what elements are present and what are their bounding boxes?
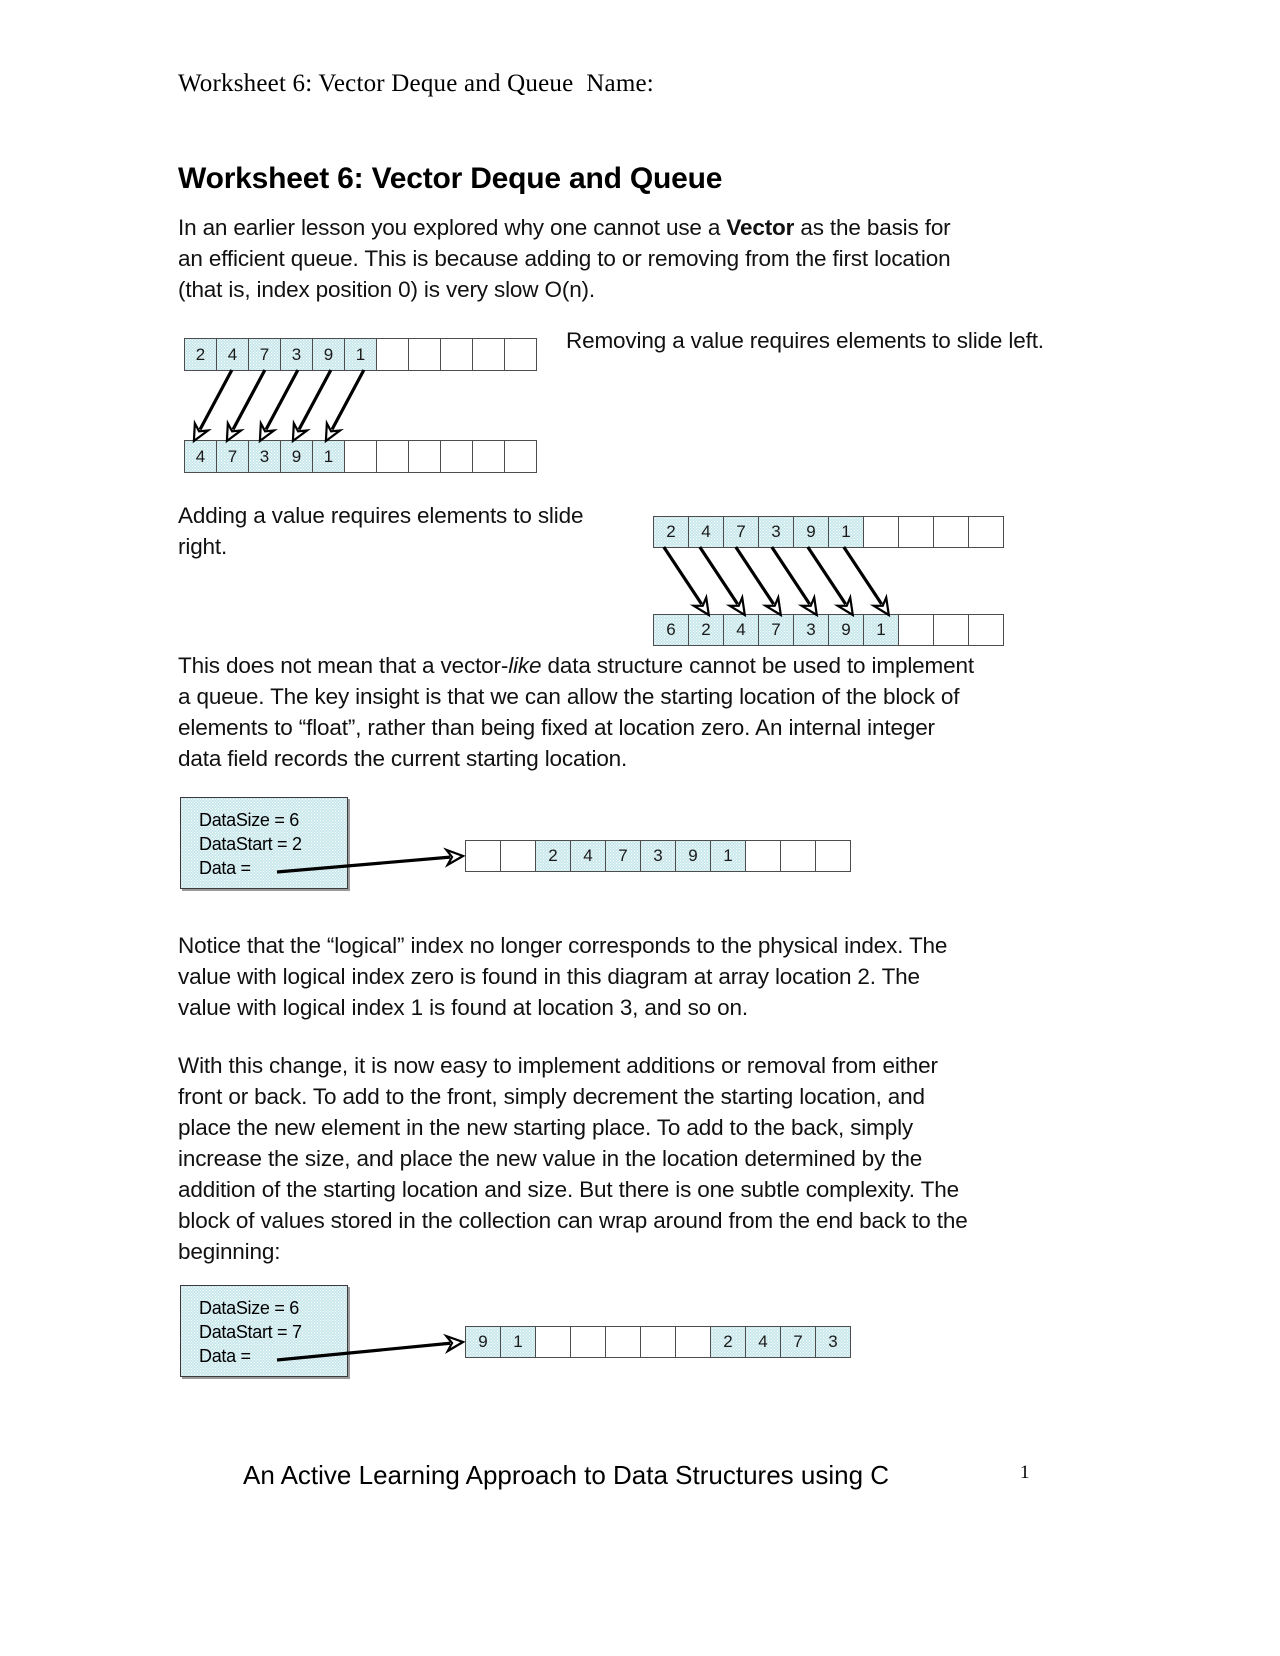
remove-caption (566, 325, 1056, 356)
logical-line1: Notice that the “logical” index no longer corresponds to the physical index. The (178, 933, 948, 958)
running-head: Worksheet 6: Vector Deque and Queue Name: (178, 70, 654, 97)
array-cell (500, 840, 536, 872)
array-cell: 9 (828, 614, 864, 646)
array-cell: 4 (570, 840, 606, 872)
datasize-field-1: DataSize = 6 (199, 810, 299, 830)
add-caption-text: Adding a value requires elements to slide right. (178, 503, 584, 559)
datastart-field-1: DataStart = 2 (199, 834, 302, 854)
intro-line3: (that is, index position 0) is very slow O(n). (178, 277, 595, 302)
array-cell: 2 (535, 840, 571, 872)
datasize-field-2: DataSize = 6 (199, 1298, 299, 1318)
array-cell (898, 614, 934, 646)
array-cell: 7 (758, 614, 794, 646)
array-cell: 1 (863, 614, 899, 646)
deque-info-box-start2 (180, 797, 348, 889)
deque-array-start7 (465, 1326, 851, 1358)
array-cell: 3 (248, 440, 281, 473)
array-cell: 3 (815, 1326, 851, 1358)
array-cell (472, 440, 505, 473)
remove-diagram-top-row (184, 338, 537, 371)
intro-line2: an efficient queue. This is because adding to or removing from the first location (178, 246, 951, 271)
array-cell: 2 (688, 614, 724, 646)
array-cell: 7 (780, 1326, 816, 1358)
array-cell: 1 (312, 440, 345, 473)
logical-index-paragraph (178, 930, 1068, 1023)
change-line2: front or back. To add to the front, simply decrement the starting location, and (178, 1084, 925, 1109)
array-cell: 9 (465, 1326, 501, 1358)
array-cell (968, 516, 1004, 548)
array-cell: 3 (640, 840, 676, 872)
array-cell (376, 440, 409, 473)
array-cell (440, 440, 473, 473)
change-line3: place the new element in the new starting place. To add to the back, simply (178, 1115, 914, 1140)
array-cell (408, 440, 441, 473)
array-cell (968, 614, 1004, 646)
array-cell: 9 (675, 840, 711, 872)
remove-caption-text: Removing a value requires elements to slide left. (566, 328, 1044, 353)
array-cell (933, 516, 969, 548)
array-cell: 4 (745, 1326, 781, 1358)
array-cell (344, 440, 377, 473)
float-line1-b: data structure cannot be used to implement (541, 653, 974, 678)
page-number: 1 (1020, 1462, 1030, 1483)
array-cell (815, 840, 851, 872)
data-field-2: Data = (199, 1346, 256, 1366)
deque-info-box-start7 (180, 1285, 348, 1377)
footer-text: An Active Learning Approach to Data Structures using C (243, 1460, 890, 1490)
data-field-1: Data = (199, 858, 256, 878)
array-cell (640, 1326, 676, 1358)
array-cell: 6 (653, 614, 689, 646)
array-cell: 4 (723, 614, 759, 646)
change-line4: increase the size, and place the new value in the location determined by the (178, 1146, 923, 1171)
array-cell (933, 614, 969, 646)
array-cell: 2 (184, 338, 217, 371)
array-cell: 1 (710, 840, 746, 872)
array-cell: 7 (248, 338, 281, 371)
change-line1: With this change, it is now easy to implement additions or removal from either (178, 1053, 938, 1078)
array-cell: 9 (793, 516, 829, 548)
array-cell (863, 516, 899, 548)
array-cell: 7 (723, 516, 759, 548)
vector-keyword: Vector (726, 215, 795, 240)
array-cell: 3 (793, 614, 829, 646)
float-line3: elements to “float”, rather than being fixed at location zero. An internal integer (178, 715, 935, 740)
array-cell: 9 (312, 338, 345, 371)
change-line6: block of values stored in the collection can wrap around from the end back to the (178, 1208, 968, 1233)
array-cell (605, 1326, 641, 1358)
array-cell (472, 338, 505, 371)
array-cell: 4 (688, 516, 724, 548)
array-cell: 7 (216, 440, 249, 473)
array-cell (465, 840, 501, 872)
array-cell (745, 840, 781, 872)
array-cell: 1 (500, 1326, 536, 1358)
array-cell: 9 (280, 440, 313, 473)
remove-diagram-bottom-row (184, 440, 537, 473)
deque-array-start2 (465, 840, 851, 872)
array-cell (504, 440, 537, 473)
array-cell: 1 (344, 338, 377, 371)
array-cell (376, 338, 409, 371)
logical-line3: value with logical index 1 is found at location 3, and so on. (178, 995, 748, 1020)
float-line4: data field records the current starting location. (178, 746, 628, 771)
page-title: Worksheet 6: Vector Deque and Queue (178, 162, 723, 195)
change-line7: beginning: (178, 1239, 281, 1264)
array-cell (780, 840, 816, 872)
array-cell (408, 338, 441, 371)
intro-line1-b: as the basis for (794, 215, 951, 240)
array-cell: 2 (653, 516, 689, 548)
array-cell: 4 (184, 440, 217, 473)
array-cell (440, 338, 473, 371)
array-cell (570, 1326, 606, 1358)
float-line1-a: This does not mean that a vector- (178, 653, 509, 678)
array-cell: 3 (280, 338, 313, 371)
intro-line1-a: In an earlier lesson you explored why one cannot use a (178, 215, 727, 240)
array-cell (898, 516, 934, 548)
array-cell (675, 1326, 711, 1358)
float-line2: a queue. The key insight is that we can allow the starting location of the block of (178, 684, 960, 709)
datastart-field-2: DataStart = 7 (199, 1322, 302, 1342)
array-cell: 1 (828, 516, 864, 548)
logical-line2: value with logical index zero is found in this diagram at array location 2. The (178, 964, 920, 989)
array-cell (535, 1326, 571, 1358)
add-caption (178, 500, 618, 562)
array-cell: 3 (758, 516, 794, 548)
array-cell (504, 338, 537, 371)
float-paragraph (178, 650, 1068, 774)
like-emphasis: like (508, 653, 542, 678)
array-cell: 7 (605, 840, 641, 872)
add-diagram-top-row (653, 516, 1004, 548)
array-cell: 4 (216, 338, 249, 371)
add-diagram-bottom-row (653, 614, 1004, 646)
change-paragraph (178, 1050, 1078, 1267)
intro-paragraph (178, 212, 1058, 305)
array-cell: 2 (710, 1326, 746, 1358)
change-line5: addition of the starting location and size. But there is one subtle complexity. The (178, 1177, 959, 1202)
